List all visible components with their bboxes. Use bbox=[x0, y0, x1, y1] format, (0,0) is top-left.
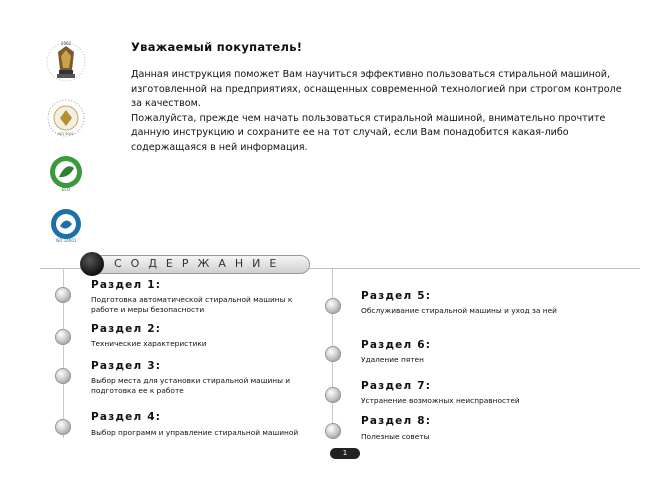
page-number: 1 bbox=[330, 448, 360, 459]
intro-paragraph-2: Пожалуйста, прежде чем начать пользоваться стиральной машиной, внимательно прочтите данную инструкцию и сохраните ее на тот случай, если Вам понадобится какая-либо содержащаяся в ней информация. bbox=[131, 112, 606, 153]
section-7-bullet bbox=[325, 387, 341, 403]
intro-text bbox=[131, 68, 631, 156]
badge4-text: ISO 14001 bbox=[55, 238, 77, 243]
section-3-bullet bbox=[55, 368, 71, 384]
section-8-desc[interactable]: Полезные советы bbox=[361, 432, 430, 441]
section-6-title[interactable]: Раздел 6: bbox=[361, 339, 432, 351]
section-8-bullet bbox=[325, 423, 341, 439]
section-4-bullet bbox=[55, 419, 71, 435]
iso-badge bbox=[44, 202, 88, 246]
badge2-text: ISO 9001 bbox=[57, 132, 75, 136]
award-seal-badge bbox=[44, 96, 88, 140]
section-1-desc[interactable]: Подготовка автоматической стиральной машины к работе и меры безопасности bbox=[91, 295, 293, 314]
section-6-bullet bbox=[325, 346, 341, 362]
section-7-title[interactable]: Раздел 7: bbox=[361, 380, 432, 392]
contents-header-dot bbox=[80, 252, 104, 276]
section-7-desc[interactable]: Устранение возможных неисправностей bbox=[361, 396, 520, 405]
award-medal-badge bbox=[44, 40, 88, 84]
contents-heading: СОДЕРЖАНИЕ bbox=[114, 257, 286, 270]
greeting-title: Уважаемый покупатель! bbox=[131, 40, 303, 54]
eco-badge bbox=[44, 150, 88, 194]
intro-paragraph-1: Данная инструкция поможет Вам научиться эффективно пользоваться стиральной машиной, изготовленной на предприятиях, оснащенных современной технологией при строгом контроле за качеством. bbox=[131, 69, 622, 110]
section-3-desc[interactable]: Выбор места для установки стиральной машины и подготовка ее к работе bbox=[91, 376, 291, 395]
section-1-bullet bbox=[55, 287, 71, 303]
section-8-title[interactable]: Раздел 8: bbox=[361, 415, 432, 427]
section-1-title[interactable]: Раздел 1: bbox=[91, 279, 162, 291]
section-5-desc[interactable]: Обслуживание стиральной машины и уход за ней bbox=[361, 306, 557, 315]
section-2-bullet bbox=[55, 329, 71, 345]
section-2-title[interactable]: Раздел 2: bbox=[91, 323, 162, 335]
section-4-desc[interactable]: Выбор программ и управление стиральной машиной bbox=[91, 428, 299, 437]
section-4-title[interactable]: Раздел 4: bbox=[91, 411, 162, 423]
badge1-year: 2002 bbox=[60, 41, 72, 46]
section-3-title[interactable]: Раздел 3: bbox=[91, 360, 162, 372]
section-2-desc[interactable]: Технические характеристики bbox=[91, 339, 207, 348]
badge3-text: ECO bbox=[61, 187, 71, 192]
section-5-title[interactable]: Раздел 5: bbox=[361, 290, 432, 302]
section-6-desc[interactable]: Удаление пятен bbox=[361, 355, 424, 364]
section-5-bullet bbox=[325, 298, 341, 314]
